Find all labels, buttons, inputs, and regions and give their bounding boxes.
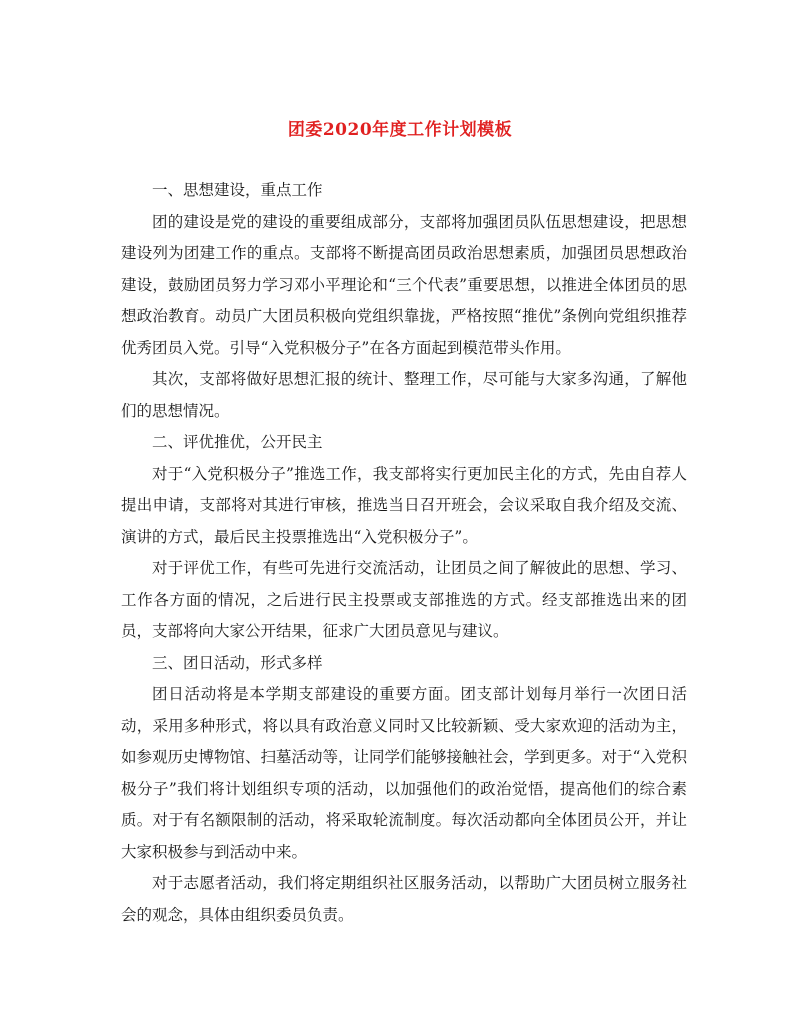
paragraph: 团日活动将是本学期支部建设的重要方面。团支部计划每月举行一次团日活动，采用多种形式，将以具有政治意义同时又比较新颖、受大家欢迎的活动为主，如参观历史博物馆、扫墓活动等，让同学们能够接触社会，学到更多。对于“入党积极分子”我们将计划组织专项的活动，以加强他们的政治觉悟，提高他们的综合素质。对于有名额限制的活动，将采取轮流制度。每次活动都向全体团员公开，并让大家积极参与到活动中来。 xyxy=(121,685,687,861)
paragraph: 团的建设是党的建设的重要组成部分，支部将加强团员队伍思想建设，把思想建设列为团建工作的重点。支部将不断提高团员政治思想素质，加强团员思想政治建设，鼓励团员努力学习邓小平理论和“三个代表”重要思想，以推进全体团员的思想政治教育。动员广大团员积极向党组织靠拢，严格按照“推优”条例向党组织推荐优秀团员入党。引导“入党积极分子”在各方面起到模范带头作用。 xyxy=(121,212,687,357)
section-heading: 三、团日活动，形式多样 xyxy=(152,653,323,672)
paragraph: 对于“入党积极分子”推选工作，我支部将实行更加民主化的方式，先由自荐人提出申请，支部将对其进行审核，推选当日召开班会，会议采取自我介绍及交流、演讲的方式，最后民主投票推选出“入党积极分子”。 xyxy=(121,464,687,546)
section-heading: 二、评优推优，公开民主 xyxy=(152,433,323,451)
document-title: 团委2020年度工作计划模板 xyxy=(287,120,513,140)
paragraph: 对于评优工作，有些可先进行交流活动，让团员之间了解彼此的思想、学习、工作各方面的情况，之后进行民主投票或支部推选的方式。经支部推选出来的团员，支部将向大家公开结果，征求广大团员意见与建议。 xyxy=(121,559,687,640)
document-body xyxy=(121,175,687,931)
paragraph: 其次，支部将做好思想汇报的统计、整理工作，尽可能与大家多沟通，了解他们的思想情况。 xyxy=(121,370,687,420)
paragraph: 对于志愿者活动，我们将定期组织社区服务活动，以帮助广大团员树立服务社会的观念，具体由组织委员负责。 xyxy=(121,874,687,924)
section-heading: 一、思想建设，重点工作 xyxy=(152,181,323,199)
